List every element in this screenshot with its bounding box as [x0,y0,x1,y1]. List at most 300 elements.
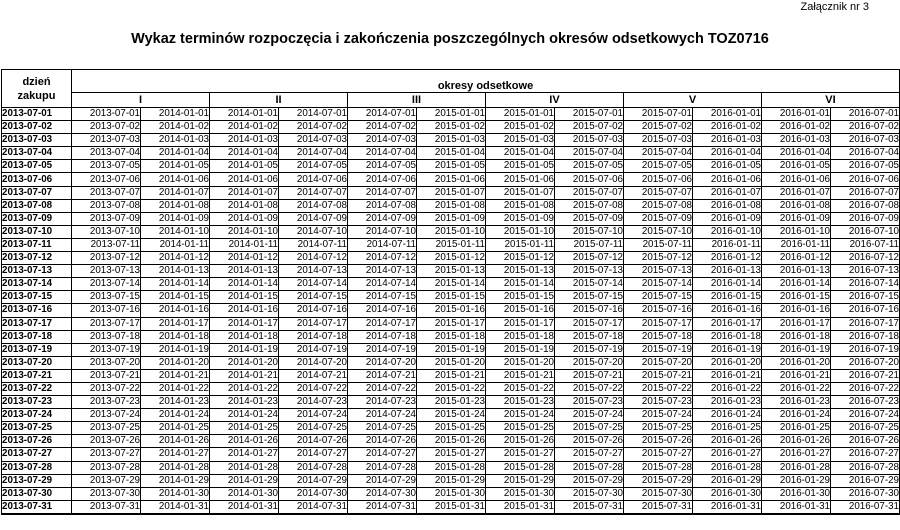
period-end-cell: 2014-07-24 [279,409,348,422]
period-start-cell: 2015-01-24 [486,409,555,422]
period-end-cell: 2014-01-23 [141,396,210,409]
period-end-cell: 2014-01-01 [141,108,210,121]
period-start-cell: 2014-01-05 [210,160,279,173]
period-end-cell: 2015-07-10 [555,225,624,238]
period-end-cell: 2015-01-06 [417,173,486,186]
period-start-cell: 2014-07-31 [348,500,417,514]
period-end-cell: 2015-01-17 [417,317,486,330]
period-start-cell: 2013-07-21 [72,369,141,382]
attachment-label: Załącznik nr 3 [800,1,869,13]
period-end-cell: 2016-07-28 [831,461,900,474]
period-end-cell: 2016-07-20 [831,356,900,369]
period-start-cell: 2015-07-23 [624,396,693,409]
period-start-cell: 2015-01-21 [486,369,555,382]
table-row [2,304,900,317]
period-start-cell: 2015-07-08 [624,199,693,212]
period-start-cell: 2014-07-10 [348,225,417,238]
period-start-cell: 2014-07-20 [348,356,417,369]
period-start-cell: 2015-01-18 [486,330,555,343]
period-end-cell: 2015-01-02 [417,121,486,134]
period-end-cell: 2016-07-16 [831,304,900,317]
period-start-cell: 2015-07-06 [624,173,693,186]
period-start-cell: 2014-01-09 [210,212,279,225]
period-start-cell: 2014-01-22 [210,382,279,395]
purchase-day-cell: 2013-07-05 [2,160,72,173]
period-end-cell: 2015-01-30 [417,487,486,500]
table-row [2,422,900,435]
period-start-cell: 2014-01-16 [210,304,279,317]
period-start-cell: 2013-07-12 [72,252,141,265]
period-end-cell: 2016-01-22 [693,382,762,395]
purchase-day-cell: 2013-07-30 [2,487,72,500]
period-start-cell: 2015-01-17 [486,317,555,330]
period-start-cell: 2014-07-17 [348,317,417,330]
table-row [2,134,900,147]
header-row [2,70,900,93]
period-end-cell: 2016-07-08 [831,199,900,212]
period-end-cell: 2015-01-24 [417,409,486,422]
period-end-cell: 2016-01-11 [693,238,762,251]
period-end-cell: 2014-01-03 [141,134,210,147]
period-end-cell: 2014-01-20 [141,356,210,369]
table-row [2,186,900,199]
table-row [2,409,900,422]
table-row [2,121,900,134]
period-start-cell: 2014-01-17 [210,317,279,330]
period-start-cell: 2014-01-30 [210,487,279,500]
period-end-cell: 2016-07-10 [831,225,900,238]
period-start-cell: 2014-01-29 [210,474,279,487]
period-start-cell: 2014-01-25 [210,422,279,435]
table-row [2,252,900,265]
period-start-cell: 2013-07-16 [72,304,141,317]
period-end-cell: 2014-01-06 [141,173,210,186]
period-start-cell: 2014-07-08 [348,199,417,212]
period-end-cell: 2014-07-04 [279,147,348,160]
period-start-cell: 2014-07-12 [348,252,417,265]
period-end-cell: 2015-01-12 [417,252,486,265]
table-body [2,108,900,514]
period-start-cell: 2013-07-02 [72,121,141,134]
period-end-cell: 2014-01-12 [141,252,210,265]
period-start-cell: 2015-01-02 [486,121,555,134]
period-end-cell: 2016-07-24 [831,409,900,422]
period-start-cell: 2015-07-14 [624,278,693,291]
period-end-cell: 2015-07-05 [555,160,624,173]
table-row [2,356,900,369]
period-end-cell: 2016-01-18 [693,330,762,343]
purchase-day-cell: 2013-07-06 [2,173,72,186]
period-end-cell: 2015-07-11 [555,238,624,251]
period-start-cell: 2014-07-05 [348,160,417,173]
period-end-cell: 2014-01-30 [141,487,210,500]
period-end-cell: 2016-07-15 [831,291,900,304]
period-end-cell: 2016-01-29 [693,474,762,487]
period-start-cell: 2015-01-26 [486,435,555,448]
period-start-cell: 2015-07-02 [624,121,693,134]
period-start-cell: 2014-07-16 [348,304,417,317]
period-end-cell: 2016-07-07 [831,186,900,199]
period-start-cell: 2014-01-12 [210,252,279,265]
period-end-cell: 2014-07-03 [279,134,348,147]
period-start-cell: 2015-07-18 [624,330,693,343]
period-start-cell: 2016-01-02 [762,121,831,134]
period-end-cell: 2015-01-29 [417,474,486,487]
table-row [2,369,900,382]
period-end-cell: 2016-01-26 [693,435,762,448]
table-row [2,396,900,409]
purchase-day-cell: 2013-07-23 [2,396,72,409]
period-end-cell: 2015-07-16 [555,304,624,317]
period-end-cell: 2015-01-03 [417,134,486,147]
purchase-day-cell: 2013-07-04 [2,147,72,160]
purchase-day-cell: 2013-07-02 [2,121,72,134]
period-start-cell: 2015-07-11 [624,238,693,251]
period-start-cell: 2013-07-23 [72,396,141,409]
period-end-cell: 2016-01-19 [693,343,762,356]
period-start-cell: 2014-07-28 [348,461,417,474]
period-start-cell: 2016-01-19 [762,343,831,356]
period-start-cell: 2014-01-19 [210,343,279,356]
period-end-cell: 2016-01-24 [693,409,762,422]
period-start-cell: 2016-01-09 [762,212,831,225]
period-end-cell: 2014-01-04 [141,147,210,160]
period-end-cell: 2015-07-31 [555,500,624,514]
period-start-cell: 2014-01-31 [210,500,279,514]
period-start-cell: 2015-07-04 [624,147,693,160]
period-end-cell: 2014-01-24 [141,409,210,422]
period-start-cell: 2016-01-06 [762,173,831,186]
period-start-cell: 2013-07-30 [72,487,141,500]
period-end-cell: 2014-01-07 [141,186,210,199]
period-end-cell: 2014-07-31 [279,500,348,514]
period-start-cell: 2014-07-23 [348,396,417,409]
period-start-cell: 2015-07-30 [624,487,693,500]
period-start-cell: 2015-01-05 [486,160,555,173]
period-start-cell: 2015-01-20 [486,356,555,369]
period-start-cell: 2015-07-13 [624,265,693,278]
purchase-day-cell: 2013-07-31 [2,500,72,514]
period-start-cell: 2014-07-01 [348,108,417,121]
period-end-cell: 2015-01-21 [417,369,486,382]
period-start-cell: 2015-01-19 [486,343,555,356]
period-start-cell: 2014-07-27 [348,448,417,461]
purchase-day-cell: 2013-07-09 [2,212,72,225]
period-header-1: I [72,93,210,108]
interest-periods-table [1,69,900,515]
period-start-cell: 2015-01-09 [486,212,555,225]
period-numbers-row [2,93,900,108]
table-row [2,160,900,173]
period-start-cell: 2015-07-25 [624,422,693,435]
period-start-cell: 2015-07-07 [624,186,693,199]
period-end-cell: 2014-07-14 [279,278,348,291]
table-row [2,238,900,251]
period-start-cell: 2015-01-15 [486,291,555,304]
period-start-cell: 2015-01-23 [486,396,555,409]
period-start-cell: 2013-07-08 [72,199,141,212]
period-end-cell: 2014-07-12 [279,252,348,265]
period-end-cell: 2014-01-19 [141,343,210,356]
period-start-cell: 2015-01-25 [486,422,555,435]
period-start-cell: 2013-07-05 [72,160,141,173]
purchase-day-header-line2: zakupu [17,89,56,102]
period-start-cell: 2014-01-01 [210,108,279,121]
period-end-cell: 2016-01-04 [693,147,762,160]
period-start-cell: 2014-01-28 [210,461,279,474]
period-end-cell: 2016-07-25 [831,422,900,435]
period-start-cell: 2015-07-09 [624,212,693,225]
period-end-cell: 2015-07-03 [555,134,624,147]
table-row [2,487,900,500]
period-start-cell: 2013-07-15 [72,291,141,304]
period-end-cell: 2016-01-23 [693,396,762,409]
period-start-cell: 2014-01-08 [210,199,279,212]
table-row [2,212,900,225]
period-end-cell: 2015-07-27 [555,448,624,461]
period-end-cell: 2016-01-13 [693,265,762,278]
period-end-cell: 2016-07-03 [831,134,900,147]
period-start-cell: 2014-01-18 [210,330,279,343]
period-start-cell: 2014-07-13 [348,265,417,278]
period-end-cell: 2015-01-13 [417,265,486,278]
purchase-day-cell: 2013-07-28 [2,461,72,474]
period-end-cell: 2014-07-17 [279,317,348,330]
table-row [2,382,900,395]
period-end-cell: 2015-01-10 [417,225,486,238]
period-start-cell: 2013-07-09 [72,212,141,225]
period-start-cell: 2014-01-06 [210,173,279,186]
period-end-cell: 2014-07-29 [279,474,348,487]
period-end-cell: 2015-01-23 [417,396,486,409]
period-end-cell: 2016-07-22 [831,382,900,395]
period-start-cell: 2016-01-24 [762,409,831,422]
period-end-cell: 2015-07-20 [555,356,624,369]
period-end-cell: 2014-01-25 [141,422,210,435]
purchase-day-cell: 2013-07-27 [2,448,72,461]
period-start-cell: 2016-01-29 [762,474,831,487]
period-start-cell: 2016-01-18 [762,330,831,343]
period-end-cell: 2014-07-19 [279,343,348,356]
table-row [2,278,900,291]
period-start-cell: 2013-07-17 [72,317,141,330]
table-row [2,435,900,448]
period-start-cell: 2016-01-17 [762,317,831,330]
period-end-cell: 2016-07-14 [831,278,900,291]
period-start-cell: 2013-07-28 [72,461,141,474]
period-end-cell: 2014-01-14 [141,278,210,291]
period-header-2: II [210,93,348,108]
period-start-cell: 2015-01-01 [486,108,555,121]
period-end-cell: 2016-01-05 [693,160,762,173]
purchase-day-cell: 2013-07-22 [2,382,72,395]
table-row [2,173,900,186]
period-end-cell: 2014-07-08 [279,199,348,212]
period-start-cell: 2013-07-18 [72,330,141,343]
period-end-cell: 2016-07-31 [831,500,900,514]
period-start-cell: 2014-01-10 [210,225,279,238]
period-start-cell: 2015-07-31 [624,500,693,514]
period-start-cell: 2015-01-16 [486,304,555,317]
period-start-cell: 2016-01-30 [762,487,831,500]
period-end-cell: 2014-01-09 [141,212,210,225]
period-start-cell: 2015-01-28 [486,461,555,474]
period-end-cell: 2014-07-02 [279,121,348,134]
period-end-cell: 2016-01-03 [693,134,762,147]
period-start-cell: 2013-07-11 [72,238,141,251]
period-end-cell: 2014-07-11 [279,238,348,251]
period-start-cell: 2015-01-08 [486,199,555,212]
period-end-cell: 2014-07-07 [279,186,348,199]
period-start-cell: 2016-01-23 [762,396,831,409]
interest-periods-header: okresy odsetkowe [72,70,900,93]
period-end-cell: 2016-01-02 [693,121,762,134]
period-start-cell: 2014-01-15 [210,291,279,304]
period-start-cell: 2014-01-23 [210,396,279,409]
period-start-cell: 2013-07-06 [72,173,141,186]
period-end-cell: 2016-01-14 [693,278,762,291]
period-end-cell: 2016-01-28 [693,461,762,474]
period-end-cell: 2014-07-25 [279,422,348,435]
period-start-cell: 2014-01-04 [210,147,279,160]
period-start-cell: 2014-07-21 [348,369,417,382]
period-start-cell: 2014-07-15 [348,291,417,304]
period-start-cell: 2013-07-22 [72,382,141,395]
table-row [2,461,900,474]
period-end-cell: 2014-01-08 [141,199,210,212]
period-end-cell: 2014-07-27 [279,448,348,461]
period-end-cell: 2014-07-22 [279,382,348,395]
period-start-cell: 2014-07-18 [348,330,417,343]
period-end-cell: 2015-07-23 [555,396,624,409]
period-start-cell: 2014-01-02 [210,121,279,134]
period-start-cell: 2014-07-30 [348,487,417,500]
period-start-cell: 2016-01-28 [762,461,831,474]
table-row [2,147,900,160]
period-start-cell: 2016-01-16 [762,304,831,317]
period-end-cell: 2016-07-27 [831,448,900,461]
period-end-cell: 2015-07-25 [555,422,624,435]
period-start-cell: 2014-01-11 [210,238,279,251]
period-start-cell: 2015-01-31 [486,500,555,514]
period-start-cell: 2016-01-01 [762,108,831,121]
period-start-cell: 2014-01-13 [210,265,279,278]
period-start-cell: 2016-01-11 [762,238,831,251]
period-start-cell: 2014-01-03 [210,134,279,147]
period-end-cell: 2015-07-28 [555,461,624,474]
period-end-cell: 2016-07-12 [831,252,900,265]
period-start-cell: 2016-01-10 [762,225,831,238]
period-end-cell: 2015-01-31 [417,500,486,514]
period-end-cell: 2015-01-11 [417,238,486,251]
period-end-cell: 2015-01-25 [417,422,486,435]
purchase-day-cell: 2013-07-26 [2,435,72,448]
period-start-cell: 2013-07-07 [72,186,141,199]
period-end-cell: 2015-01-07 [417,186,486,199]
period-start-cell: 2015-01-03 [486,134,555,147]
period-end-cell: 2015-01-26 [417,435,486,448]
purchase-day-cell: 2013-07-11 [2,238,72,251]
period-start-cell: 2016-01-13 [762,265,831,278]
period-start-cell: 2015-01-06 [486,173,555,186]
period-end-cell: 2015-01-09 [417,212,486,225]
period-start-cell: 2015-07-10 [624,225,693,238]
period-start-cell: 2014-07-26 [348,435,417,448]
period-end-cell: 2014-07-05 [279,160,348,173]
period-end-cell: 2014-01-28 [141,461,210,474]
period-end-cell: 2015-07-02 [555,121,624,134]
period-end-cell: 2014-01-17 [141,317,210,330]
table-row [2,343,900,356]
period-end-cell: 2014-07-16 [279,304,348,317]
period-start-cell: 2014-01-07 [210,186,279,199]
period-end-cell: 2016-01-12 [693,252,762,265]
period-end-cell: 2015-07-19 [555,343,624,356]
period-start-cell: 2015-01-30 [486,487,555,500]
period-end-cell: 2014-07-13 [279,265,348,278]
period-end-cell: 2014-07-30 [279,487,348,500]
period-end-cell: 2015-01-19 [417,343,486,356]
period-start-cell: 2013-07-31 [72,500,141,514]
purchase-day-cell: 2013-07-07 [2,186,72,199]
period-header-6: VI [762,93,900,108]
period-end-cell: 2016-01-25 [693,422,762,435]
table-row [2,291,900,304]
period-end-cell: 2015-07-15 [555,291,624,304]
period-start-cell: 2015-01-10 [486,225,555,238]
period-start-cell: 2015-01-07 [486,186,555,199]
table-row [2,448,900,461]
period-start-cell: 2016-01-03 [762,134,831,147]
period-end-cell: 2014-01-22 [141,382,210,395]
purchase-day-cell: 2013-07-24 [2,409,72,422]
period-start-cell: 2015-01-11 [486,238,555,251]
period-end-cell: 2016-07-17 [831,317,900,330]
period-end-cell: 2016-07-09 [831,212,900,225]
period-start-cell: 2013-07-14 [72,278,141,291]
period-start-cell: 2015-07-26 [624,435,693,448]
period-start-cell: 2014-07-24 [348,409,417,422]
period-start-cell: 2016-01-12 [762,252,831,265]
period-start-cell: 2015-01-22 [486,382,555,395]
period-start-cell: 2015-01-29 [486,474,555,487]
period-start-cell: 2013-07-19 [72,343,141,356]
period-start-cell: 2014-07-02 [348,121,417,134]
period-start-cell: 2015-07-22 [624,382,693,395]
period-end-cell: 2015-01-22 [417,382,486,395]
period-start-cell: 2013-07-04 [72,147,141,160]
period-end-cell: 2016-01-10 [693,225,762,238]
period-end-cell: 2016-01-01 [693,108,762,121]
period-end-cell: 2016-07-06 [831,173,900,186]
period-end-cell: 2016-07-18 [831,330,900,343]
table-row [2,317,900,330]
purchase-day-cell: 2013-07-21 [2,369,72,382]
period-start-cell: 2015-07-16 [624,304,693,317]
period-end-cell: 2014-07-01 [279,108,348,121]
period-start-cell: 2014-07-04 [348,147,417,160]
period-start-cell: 2014-01-24 [210,409,279,422]
period-end-cell: 2016-01-17 [693,317,762,330]
period-end-cell: 2014-07-09 [279,212,348,225]
period-start-cell: 2013-07-25 [72,422,141,435]
purchase-day-cell: 2013-07-03 [2,134,72,147]
period-start-cell: 2013-07-26 [72,435,141,448]
purchase-day-cell: 2013-07-17 [2,317,72,330]
period-start-cell: 2014-01-20 [210,356,279,369]
period-end-cell: 2015-07-14 [555,278,624,291]
period-end-cell: 2015-07-08 [555,199,624,212]
